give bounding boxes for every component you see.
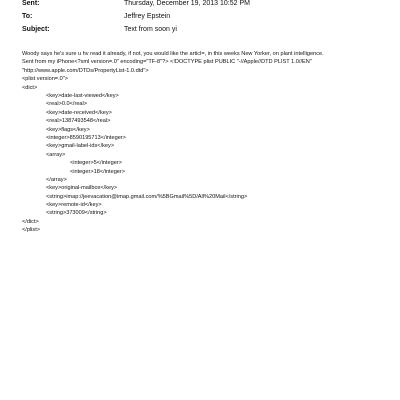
- plist-line: <real>0.0</real>: [46, 101, 88, 108]
- plist-line: <integer>8590195713</integer>: [46, 134, 126, 141]
- plist-line: <key>date-received</key>: [46, 109, 112, 116]
- plist-line: <plist version=.0">: [22, 76, 68, 83]
- subject-value: Text from soon yi: [124, 26, 177, 33]
- plist-line: <key>flags</key>: [46, 126, 90, 133]
- plist-line: <key>gmail-label-ids</key>: [46, 143, 115, 150]
- email-header: [22, 0, 392, 36]
- to-row: [22, 10, 392, 23]
- plist-line: <integer>18</integer>: [70, 168, 126, 175]
- email-body: [22, 50, 384, 235]
- plist-line: <integer>5</integer>: [70, 160, 122, 167]
- plist-line: <string>imap://jeevacation@imap.gmail.com/%5BGmail%5D/All%20Mail</string>: [46, 193, 248, 200]
- plist-line: <key>date-last-viewed</key>: [46, 93, 119, 99]
- plist-line: <key>remote-id</key>: [46, 202, 102, 209]
- plist-line: <array>: [46, 151, 66, 158]
- plist-block: [22, 75, 384, 234]
- plist-line: <string>373009</string>: [46, 210, 107, 217]
- plist-line: </dict>: [22, 218, 39, 225]
- plist-line: </plist>: [22, 227, 41, 234]
- message-text: Woody says he's sure u hv read it already, if not, you would like the articl=, in this weeks New Yorker, on plant intelligence.: [22, 51, 324, 57]
- subject-label: Subject:: [22, 26, 50, 33]
- subject-row: [22, 23, 392, 36]
- sent-label: Sent:: [22, 0, 40, 7]
- plist-line: <dict>: [22, 84, 38, 91]
- sent-value: Thursday, December 19, 2013 10:52 PM: [124, 0, 250, 7]
- plist-line: <real>1387493548</real>: [46, 118, 111, 125]
- sent-row: [22, 0, 392, 10]
- plist-line: </array>: [46, 176, 67, 183]
- sent-from-text: Sent from my iPhone<?xml version=.0" encoding="TF-8"?> <!DOCTYPE plist PUBLIC "-//Apple//DTD PLIST 1.0//EN" "http://www.apple.com/DTDs/PropertyList-1.0.dtd">: [22, 59, 312, 74]
- to-label: To:: [22, 13, 33, 20]
- plist-line: <key>original-mailbox</key>: [46, 185, 118, 192]
- to-value: Jeffrey Epstein: [124, 13, 171, 20]
